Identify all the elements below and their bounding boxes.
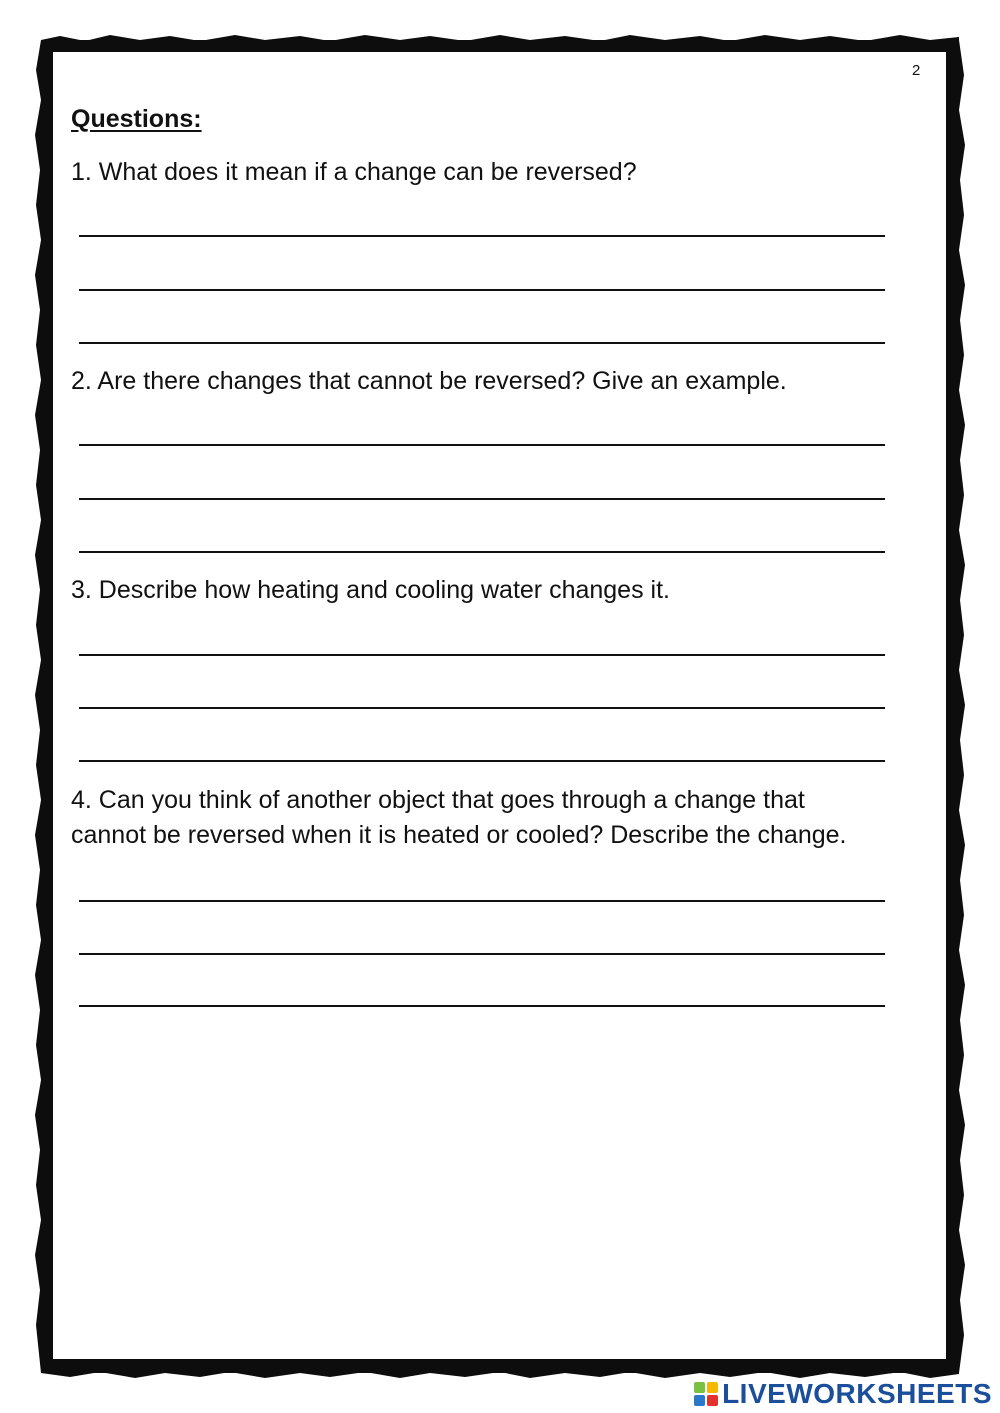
answer-line-2-2[interactable] [79, 498, 885, 500]
answer-line-1-3[interactable] [79, 342, 885, 344]
question-1: 1. What does it mean if a change can be reversed? [71, 158, 637, 186]
answer-line-3-1[interactable] [79, 654, 885, 656]
answer-line-1-2[interactable] [79, 289, 885, 291]
answer-line-4-3[interactable] [79, 1005, 885, 1007]
answer-line-3-2[interactable] [79, 707, 885, 709]
liveworksheets-wordmark: LIVEWORKSHEETS [722, 1378, 992, 1409]
question-2: 2. Are there changes that cannot be reversed? Give an example. [71, 367, 787, 395]
question-4-line-2: cannot be reversed when it is heated or cooled? Describe the change. [71, 821, 847, 849]
answer-line-1-1[interactable] [79, 235, 885, 237]
answer-line-2-3[interactable] [79, 551, 885, 553]
question-4-line-1: 4. Can you think of another object that goes through a change that [71, 786, 805, 814]
page-number: 2 [912, 62, 921, 79]
liveworksheets-brand[interactable] [694, 1377, 992, 1411]
question-3: 3. Describe how heating and cooling water changes it. [71, 576, 670, 604]
answer-line-3-3[interactable] [79, 760, 885, 762]
questions-heading: Questions: [71, 105, 202, 133]
answer-line-4-2[interactable] [79, 953, 885, 955]
worksheet-page [53, 52, 946, 1359]
answer-line-4-1[interactable] [79, 900, 885, 902]
answer-line-2-1[interactable] [79, 444, 885, 446]
liveworksheets-logo-icon [694, 1382, 718, 1406]
